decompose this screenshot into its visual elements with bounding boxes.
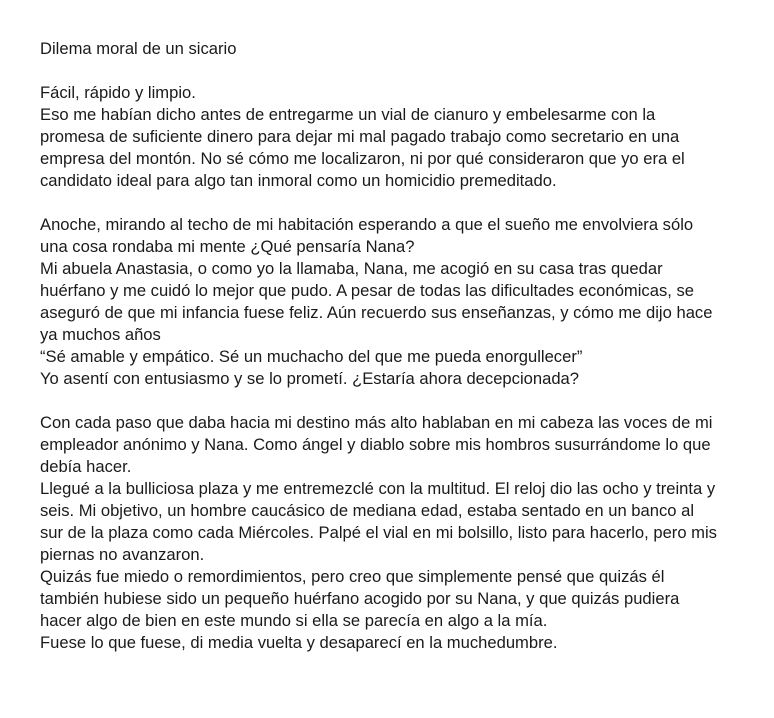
paragraph-spacer [40, 390, 760, 412]
text-line: debía hacer. [40, 457, 132, 476]
text-line: seis. Mi objetivo, un hombre caucásico de mediana edad, estaba sentado en un banco al [40, 501, 695, 520]
paragraph-3 [40, 412, 760, 654]
text-line: Con cada paso que daba hacia mi destino más alto hablaban en mi cabeza las voces de mi [40, 413, 713, 432]
text-line: una cosa rondaba mi mente ¿Qué pensaría Nana? [40, 237, 415, 256]
text-line: Fuese lo que fuese, di media vuelta y desaparecí en la muchedumbre. [40, 633, 558, 652]
text-line: promesa de suficiente dinero para dejar mi mal pagado trabajo como secretario en una [40, 127, 680, 146]
text-line: candidato ideal para algo tan inmoral como un homicidio premeditado. [40, 171, 557, 190]
text-line: “Sé amable y empático. Sé un muchacho del que me pueda enorgullecer” [40, 347, 583, 366]
paragraph-spacer [40, 192, 760, 214]
document-title: Dilema moral de un sicario [40, 39, 237, 58]
text-line: huérfano y me cuidó lo mejor que pudo. A pesar de todas las dificultades económicas, se [40, 281, 695, 300]
paragraph-spacer [40, 60, 760, 82]
paragraph-1 [40, 82, 760, 192]
text-line: empleador anónimo y Nana. Como ángel y diablo sobre mis hombros susurrándome lo que [40, 435, 711, 454]
text-line: aseguró de que mi infancia fuese feliz. Aún recuerdo sus enseñanzas, y cómo me dijo hace [40, 303, 713, 322]
text-line: Quizás fue miedo o remordimientos, pero creo que simplemente pensé que quizás él [40, 567, 665, 586]
text-line: Llegué a la bulliciosa plaza y me entremezclé con la multitud. El reloj dio las ocho y treinta y [40, 479, 716, 498]
text-line: también hubiese sido un pequeño huérfano acogido por su Nana, y que quizás pudiera [40, 589, 680, 608]
text-line: Fácil, rápido y limpio. [40, 83, 196, 102]
text-line: empresa del montón. No sé cómo me localizaron, ni por qué consideraron que yo era el [40, 149, 685, 168]
text-line: Mi abuela Anastasia, o como yo la llamaba, Nana, me acogió en su casa tras quedar [40, 259, 663, 278]
text-line: Yo asentí con entusiasmo y se lo prometí. ¿Estaría ahora decepcionada? [40, 369, 580, 388]
document-body [40, 38, 760, 654]
text-line: hacer algo de bien en este mundo si ella se parecía en algo a la mía. [40, 611, 548, 630]
text-line: piernas no avanzaron. [40, 545, 205, 564]
text-line: ya muchos años [40, 325, 161, 344]
paragraph-2 [40, 214, 760, 390]
text-line: Anoche, mirando al techo de mi habitación esperando a que el sueño me envolviera sólo [40, 215, 694, 234]
text-line: Eso me habían dicho antes de entregarme un vial de cianuro y embelesarme con la [40, 105, 656, 124]
text-line: sur de la plaza como cada Miércoles. Palpé el vial en mi bolsillo, listo para hacerlo, pero mis [40, 523, 717, 542]
